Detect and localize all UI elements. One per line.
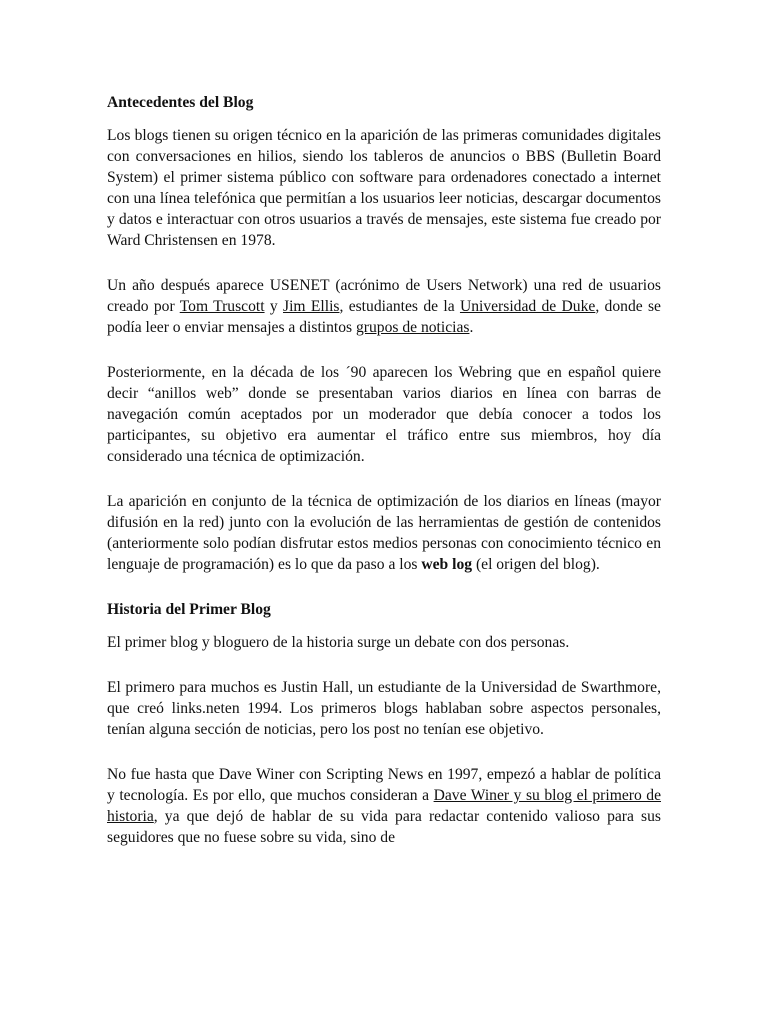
paragraph-web-log: [107, 491, 661, 575]
text-segment: , donde se podía leer o enviar mensajes a distintos: [107, 298, 661, 336]
text-segment: No fue hasta que Dave Winer con Scripting News en 1997, empezó a hablar de política y tecnología. Es por ello, que muchos consideran a: [107, 766, 661, 804]
link-dave-winer[interactable]: Dave Winer y su blog el primero de historia: [107, 787, 661, 825]
link-jim-ellis[interactable]: Jim Ellis: [283, 298, 340, 315]
text-segment: (el origen del blog).: [472, 556, 600, 573]
text-segment: , ya que dejó de hablar de su vida para redactar contenido valioso para sus seguidores que no fuese sobre su vida, sino de: [107, 808, 661, 846]
paragraph-justin-hall: El primero para muchos es Justin Hall, un estudiante de la Universidad de Swarthmore, que creó links.neten 1994. Los primeros blogs hablaban sobre aspectos personales, tenían alguna sección de noticias, pero los post no tenían ese objetivo.: [107, 679, 661, 738]
heading-antecedentes: Antecedentes del Blog: [107, 94, 254, 111]
paragraph-dave-winer: [107, 764, 661, 848]
paragraph-debate: El primer blog y bloguero de la historia surge un debate con dos personas.: [107, 634, 570, 651]
paragraph-webring: Posteriormente, en la década de los ´90 aparecen los Webring que en español quiere decir “anillos web” donde se presentaban varios diarios en línea con barras de navegación común aceptados por un moderador que debía conocer a todos los participantes, su objetivo era aumentar el tráfico entre sus miembros, hoy día considerado una técnica de optimización.: [107, 364, 661, 465]
link-tom-truscott[interactable]: Tom Truscott: [179, 298, 265, 315]
link-grupos-noticias[interactable]: grupos de noticias: [356, 319, 470, 336]
document-page: [107, 92, 661, 848]
paragraph-origen-blogs: Los blogs tienen su origen técnico en la aparición de las primeras comunidades digitales con conversaciones en hilios, siendo los tableros de anuncios o BBS (Bulletin Board System) el primer sistema público con software para ordenadores conectado a internet con una línea telefónica que permitían a los usuarios leer noticias, descargar documentos y datos e interactuar con otros usuarios a través de mensajes, este sistema fue creado por Ward Christensen en 1978.: [107, 127, 661, 249]
text-segment: Un año después aparece USENET (acrónimo de Users Network) una red de usuarios creado por: [107, 277, 661, 315]
text-segment: La aparición en conjunto de la técnica de optimización de los diarios en líneas (mayor difusión en la red) junto con la evolución de las herramientas de gestión de contenidos (anteriormente solo podían disfrutar estos medios personas con conocimiento técnico en lenguaje de programación) es lo que da paso a los: [107, 493, 661, 573]
text-segment: .: [469, 319, 474, 336]
bold-web-log: web log: [421, 556, 473, 573]
text-segment: , estudiantes de la: [339, 298, 460, 315]
heading-historia-primer-blog: Historia del Primer Blog: [107, 601, 271, 618]
text-segment: y: [264, 298, 284, 315]
link-universidad-duke[interactable]: Universidad de Duke: [459, 298, 596, 315]
paragraph-usenet: [107, 275, 661, 338]
